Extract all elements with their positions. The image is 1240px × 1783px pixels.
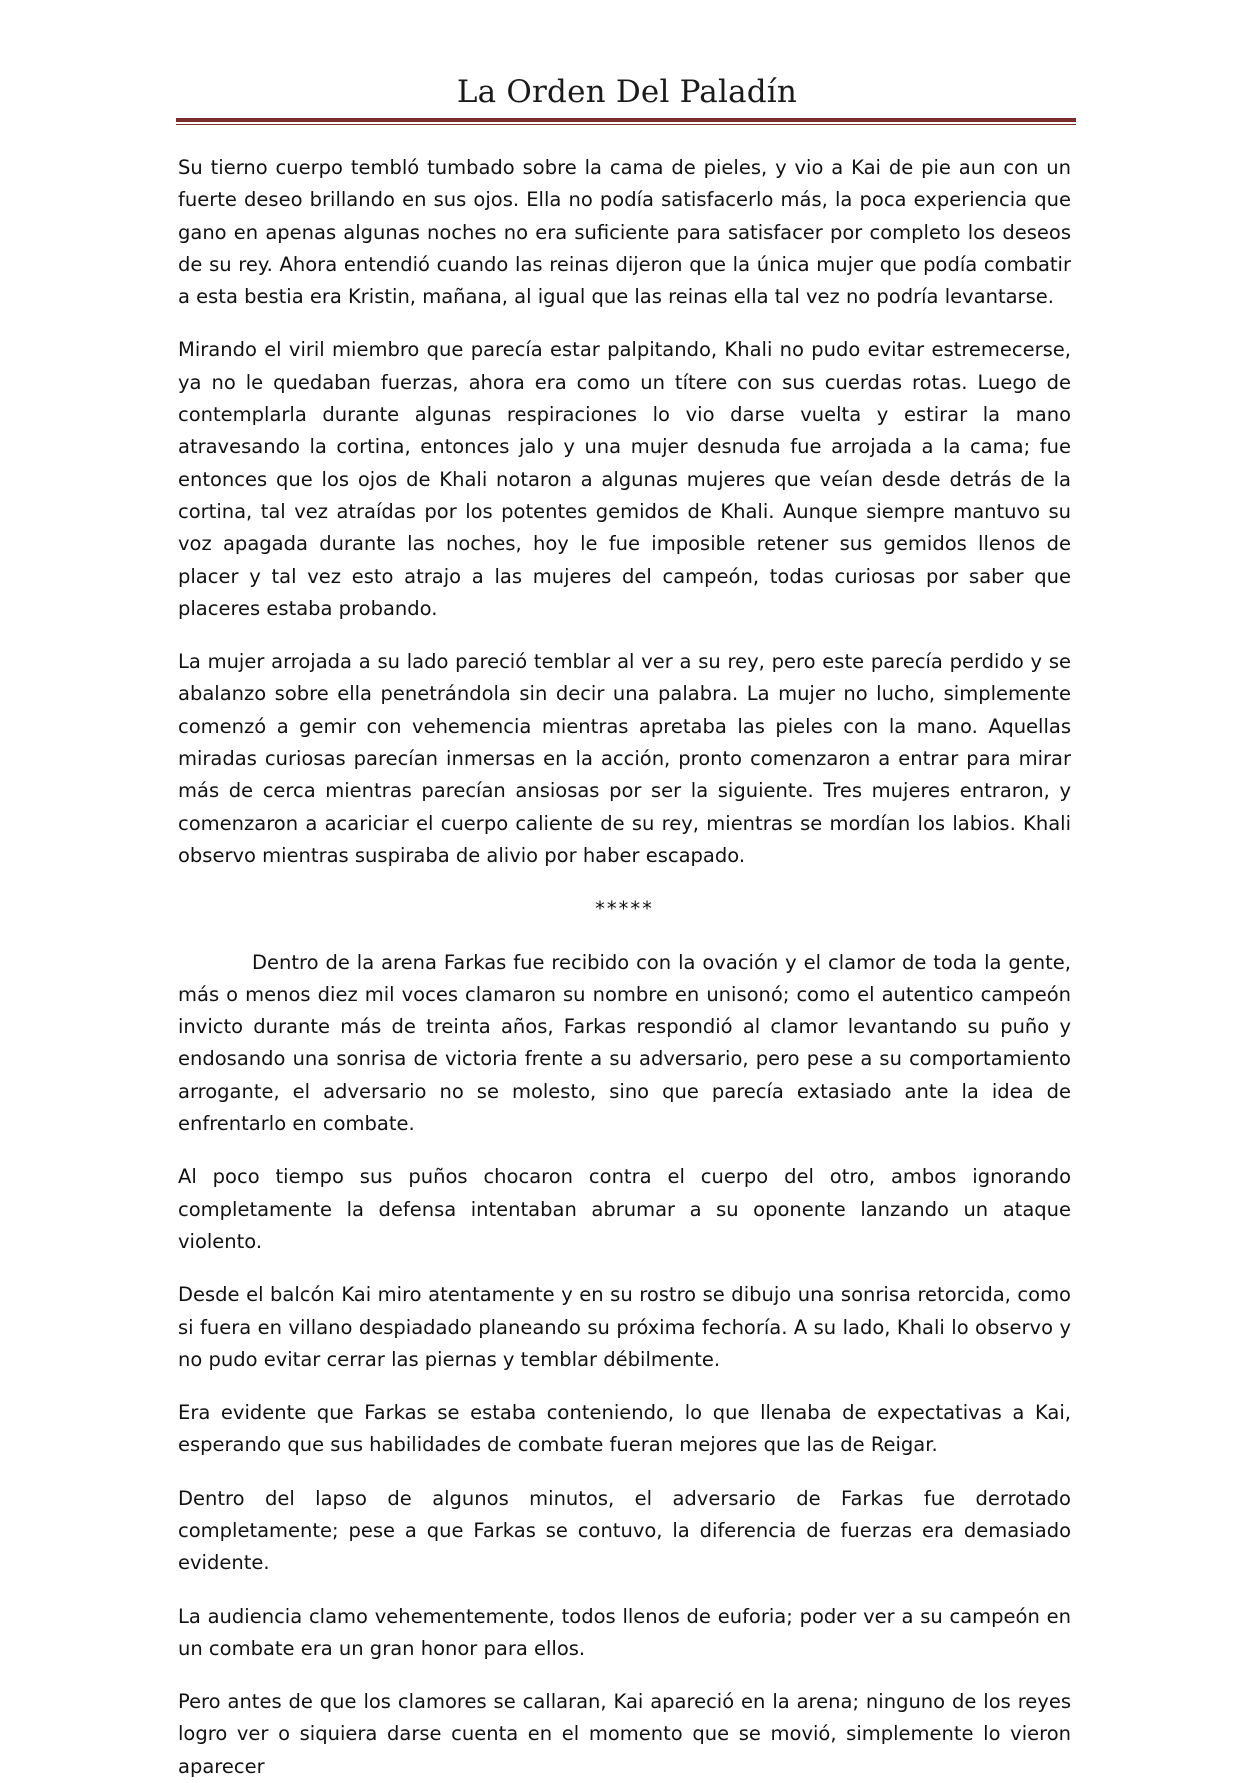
paragraph-6: Desde el balcón Kai miro atentamente y en su rostro se dibujo una sonrisa retorcida, como si fuera en villano despiadado planeando su próxima fechoría. A su lado, Khali lo observo y no pudo evitar cerrar las piernas y temblar débilmente. — [178, 1283, 1071, 1371]
header-rule-thick — [176, 118, 1076, 122]
paragraph-3: La mujer arrojada a su lado pareció temblar al ver a su rey, pero este parecía perdido y se abalanzo sobre ella penetrándola sin decir una palabra. La mujer no lucho, simplemente comenzó a gemir con vehemencia mientras apretaba las pieles con la mano. Aquellas miradas curiosas parecían inmersas en la acción, pronto comenzaron a entrar para mirar más de cerca mientras parecían ansiosas por ser la siguiente. Tres mujeres entraron, y comenzaron a acariciar el cuerpo caliente de su rey, mientras se mordían los labios. Khali observo mientras suspiraba de alivio por haber escapado. — [178, 650, 1071, 867]
header-rule-thin — [176, 124, 1076, 125]
paragraph-5: Al poco tiempo sus puños chocaron contra el cuerpo del otro, ambos ignorando completamente la defensa intentaban abrumar a su oponente lanzando un ataque violento. — [178, 1165, 1071, 1253]
body-text — [178, 152, 1071, 1783]
paragraph-2: Mirando el viril miembro que parecía estar palpitando, Khali no pudo evitar estremecerse, ya no le quedaban fuerzas, ahora era como un títere con sus cuerdas rotas. Luego de contemplarla durante algunas respiraciones lo vio darse vuelta y estirar la mano atravesando la cortina, entonces jalo y una mujer desnuda fue arrojada a la cama; fue entonces que los ojos de Khali notaron a algunas mujeres que veían desde detrás de la cortina, tal vez atraídas por los potentes gemidos de Khali. Aunque siempre mantuvo su voz apagada durante las noches, hoy le fue imposible retener sus gemidos llenos de placer y tal vez esto atrajo a las mujeres del campeón, todas curiosas por saber que placeres estaba probando. — [178, 338, 1071, 620]
paragraph-4: Dentro de la arena Farkas fue recibido con la ovación y el clamor de toda la gente, más o menos diez mil voces clamaron su nombre en unisonó; como el autentico campeón invicto durante más de treinta años, Farkas respondió al clamor levantando su puño y endosando una sonrisa de victoria frente a su adversario, pero pese a su comportamiento arrogante, el adversario no se molesto, sino que parecía extasiado ante la idea de enfrentarlo en combate. — [178, 950, 1071, 1136]
paragraph-10: Pero antes de que los clamores se callaran, Kai apareció en la arena; ninguno de los reyes logro ver o siquiera darse cuenta en el momento que se movió, simplemente lo vieron aparecer — [178, 1690, 1071, 1778]
paragraph-1: Su tierno cuerpo tembló tumbado sobre la cama de pieles, y vio a Kai de pie aun con un fuerte deseo brillando en sus ojos. Ella no podía satisfacerlo más, la poca experiencia que gano en apenas algunas noches no era suficiente para satisfacer por completo los deseos de su rey. Ahora entendió cuando las reinas dijeron que la única mujer que podía combatir a esta bestia era Kristin, mañana, al igual que las reinas ella tal vez no podría levantarse. — [178, 156, 1071, 309]
paragraph-7: Era evidente que Farkas se estaba conteniendo, lo que llenaba de expectativas a Kai, esperando que sus habilidades de combate fueran mejores que las de Reigar. — [178, 1401, 1071, 1457]
paragraph-8: Dentro del lapso de algunos minutos, el adversario de Farkas fue derrotado completamente; pese a que Farkas se contuvo, la diferencia de fuerzas era demasiado evidente. — [178, 1486, 1071, 1575]
page-header-title: La Orden Del Paladín — [456, 74, 798, 110]
paragraph-9: La audiencia clamo vehementemente, todos llenos de euforia; poder ver a su campeón en un combate era un gran honor para ellos. — [178, 1604, 1071, 1660]
scene-separator: ***** — [595, 897, 654, 921]
